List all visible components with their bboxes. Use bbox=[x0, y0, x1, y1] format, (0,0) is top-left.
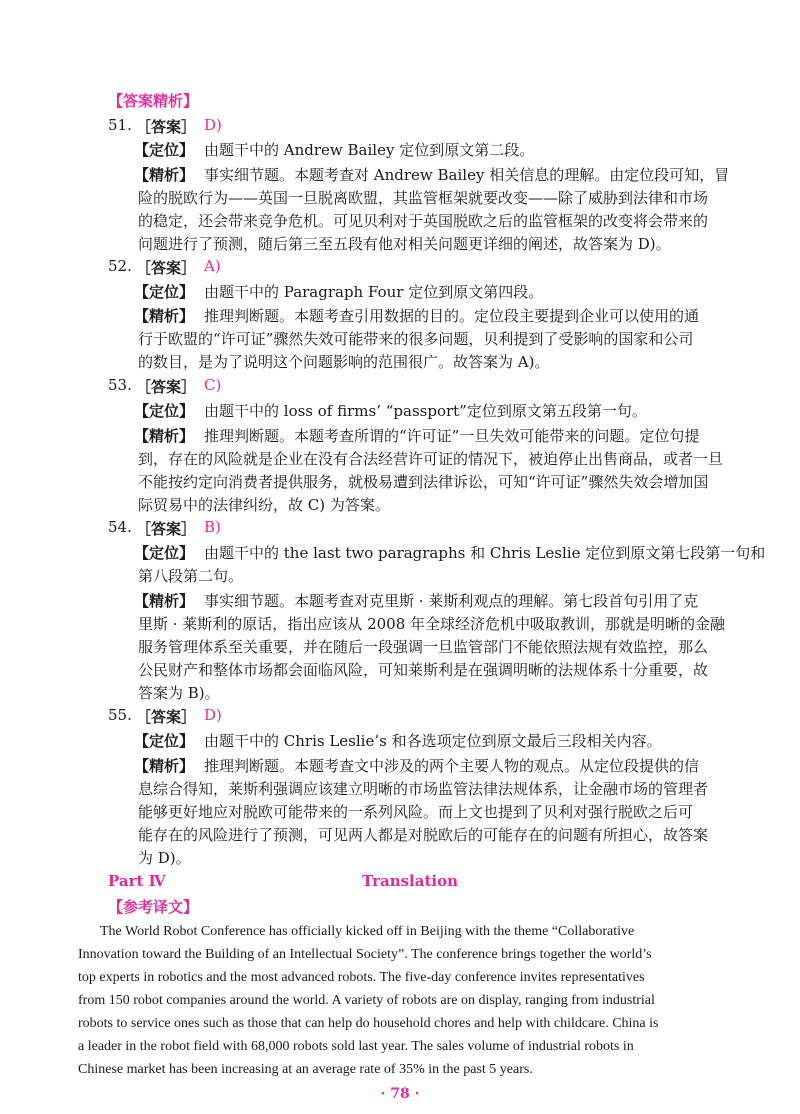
analysis-label: 【精析】 bbox=[134, 427, 195, 445]
page-number: · 78 · bbox=[380, 1086, 420, 1102]
analysis-line: 推理判断题。本题考查所谓的“许可证”一旦失效可能带来的问题。定位句提 bbox=[204, 427, 700, 445]
analysis-line: 推理判断题。本题考查文中涉及的两个主要人物的观点。从定位段提供的信 bbox=[204, 757, 700, 775]
analysis-line: 答案为 B)。 bbox=[138, 684, 220, 702]
answer-value: D) bbox=[204, 706, 222, 724]
answer-analysis-heading: 【答案精析】 bbox=[108, 92, 199, 110]
analysis-label: 【精析】 bbox=[134, 757, 195, 775]
analysis-line: 能存在的风险进行了预测，可见两人都是对脱欧后的可能存在的问题有所担心，故答案 bbox=[138, 826, 709, 844]
locate-text: 由题干中的 Paragraph Four 定位到原文第四段。 bbox=[204, 283, 544, 301]
locate-text: 由题干中的 Chris Leslie’s 和各选项定位到原文最后三段相关内容。 bbox=[204, 732, 662, 750]
locate-label: 【定位】 bbox=[134, 402, 195, 420]
locate-text: 第八段第二句。 bbox=[138, 567, 244, 585]
part-title: Translation bbox=[362, 872, 458, 890]
translation-line: top experts in robotics and the most advanced robots. The five-day conference invites representatives bbox=[78, 970, 645, 985]
reference-translation-heading: 【参考译文】 bbox=[108, 898, 199, 916]
locate-text: 由题干中的 the last two paragraphs 和 Chris Leslie 定位到原文第七段第一句和 bbox=[204, 544, 766, 562]
question-number: 52. bbox=[108, 257, 132, 275]
locate-text: 由题干中的 loss of firms’ “passport”定位到原文第五段第一句。 bbox=[204, 402, 647, 420]
translation-line: Innovation toward the Building of an Intellectual Society”. The conference brings together the world’s bbox=[78, 947, 652, 962]
analysis-label: 【精析】 bbox=[134, 307, 195, 325]
analysis-line: 的数目，是为了说明这个问题影响的范围很广。故答案为 A)。 bbox=[138, 353, 550, 371]
locate-label: 【定位】 bbox=[134, 283, 195, 301]
analysis-line: 里斯 · 莱斯利的原话，指出应该从 2008 年全球经济危机中吸取教训，那就是明晰的金融 bbox=[138, 615, 726, 633]
translation-line: The World Robot Conference has officially kicked off in Beijing with the theme “Collaborative bbox=[100, 924, 635, 939]
question-number: 55. bbox=[108, 706, 132, 724]
answer-value: A) bbox=[204, 257, 221, 275]
part-label: Part Ⅳ bbox=[108, 872, 166, 890]
analysis-label: 【精析】 bbox=[134, 166, 195, 184]
analysis-line: 到，存在的风险就是企业在没有合法经营许可证的情况下，被迫停止出售商品，或者一旦 bbox=[138, 450, 724, 468]
analysis-line: 的稳定，还会带来竞争危机。可见贝利对于英国脱欧之后的监管框架的改变将会带来的 bbox=[138, 212, 709, 230]
analysis-line: 行于欧盟的“许可证”骤然失效可能带来的很多问题，贝利提到了受影响的国家和公司 bbox=[138, 330, 694, 348]
answer-value: C) bbox=[204, 376, 222, 394]
analysis-line: 能够更好地应对脱欧可能带来的一系列风险。而上文也提到了贝利对强行脱欧之后可 bbox=[138, 803, 694, 821]
analysis-line: 不能按约定向消费者提供服务，就极易遭到法律诉讼，可知“许可证”骤然失效会增加国 bbox=[138, 473, 709, 491]
answer-label: ［答案］ bbox=[136, 378, 197, 396]
analysis-line: 事实细节题。本题考查对克里斯 · 莱斯利观点的理解。第七段首句引用了克 bbox=[204, 592, 699, 610]
analysis-line: 服务管理体系至关重要，并在随后一段强调一旦监管部门不能依照法规有效监控，那么 bbox=[138, 638, 709, 656]
answer-label: ［答案］ bbox=[136, 708, 197, 726]
locate-text: 由题干中的 Andrew Bailey 定位到原文第二段。 bbox=[204, 141, 535, 159]
analysis-label: 【精析】 bbox=[134, 592, 195, 610]
analysis-line: 公民财产和整体市场都会面临风险，可知莱斯利是在强调明晰的法规体系十分重要，故 bbox=[138, 661, 709, 679]
analysis-line: 事实细节题。本题考查对 Andrew Bailey 相关信息的理解。由定位段可知，冒 bbox=[204, 166, 730, 184]
analysis-line: 为 D)。 bbox=[138, 849, 191, 867]
question-number: 51. bbox=[108, 116, 132, 134]
analysis-line: 际贸易中的法律纠纷，故 C) 为答案。 bbox=[138, 496, 390, 514]
translation-line: a leader in the robot field with 68,000 robots sold last year. The sales volume of industrial robots in bbox=[78, 1039, 634, 1054]
answer-label: ［答案］ bbox=[136, 118, 197, 136]
question-number: 54. bbox=[108, 518, 132, 536]
analysis-line: 险的脱欧行为——英国一旦脱离欧盟，其监管框架就要改变——除了威胁到法律和市场 bbox=[138, 189, 709, 207]
answer-label: ［答案］ bbox=[136, 520, 197, 538]
answer-label: ［答案］ bbox=[136, 259, 197, 277]
translation-line: robots to service ones such as those that can help do household chores and help with childcare. China is bbox=[78, 1016, 659, 1031]
locate-label: 【定位】 bbox=[134, 544, 195, 562]
analysis-line: 息综合得知，莱斯利强调应该建立明晰的市场监管法律法规体系，让金融市场的管理者 bbox=[138, 780, 709, 798]
locate-label: 【定位】 bbox=[134, 141, 195, 159]
answer-value: B) bbox=[204, 518, 221, 536]
translation-line: from 150 robot companies around the world. A variety of robots are on display, ranging from industrial bbox=[78, 993, 655, 1008]
analysis-line: 推理判断题。本题考查引用数据的目的。定位段主要提到企业可以使用的通 bbox=[204, 307, 700, 325]
locate-label: 【定位】 bbox=[134, 732, 195, 750]
analysis-line: 问题进行了预测，随后第三至五段有他对相关问题更详细的阐述，故答案为 D)。 bbox=[138, 235, 671, 253]
translation-line: Chinese market has been increasing at an average rate of 35% in the past 5 years. bbox=[78, 1062, 533, 1077]
answer-value: D) bbox=[204, 116, 222, 134]
question-number: 53. bbox=[108, 376, 132, 394]
